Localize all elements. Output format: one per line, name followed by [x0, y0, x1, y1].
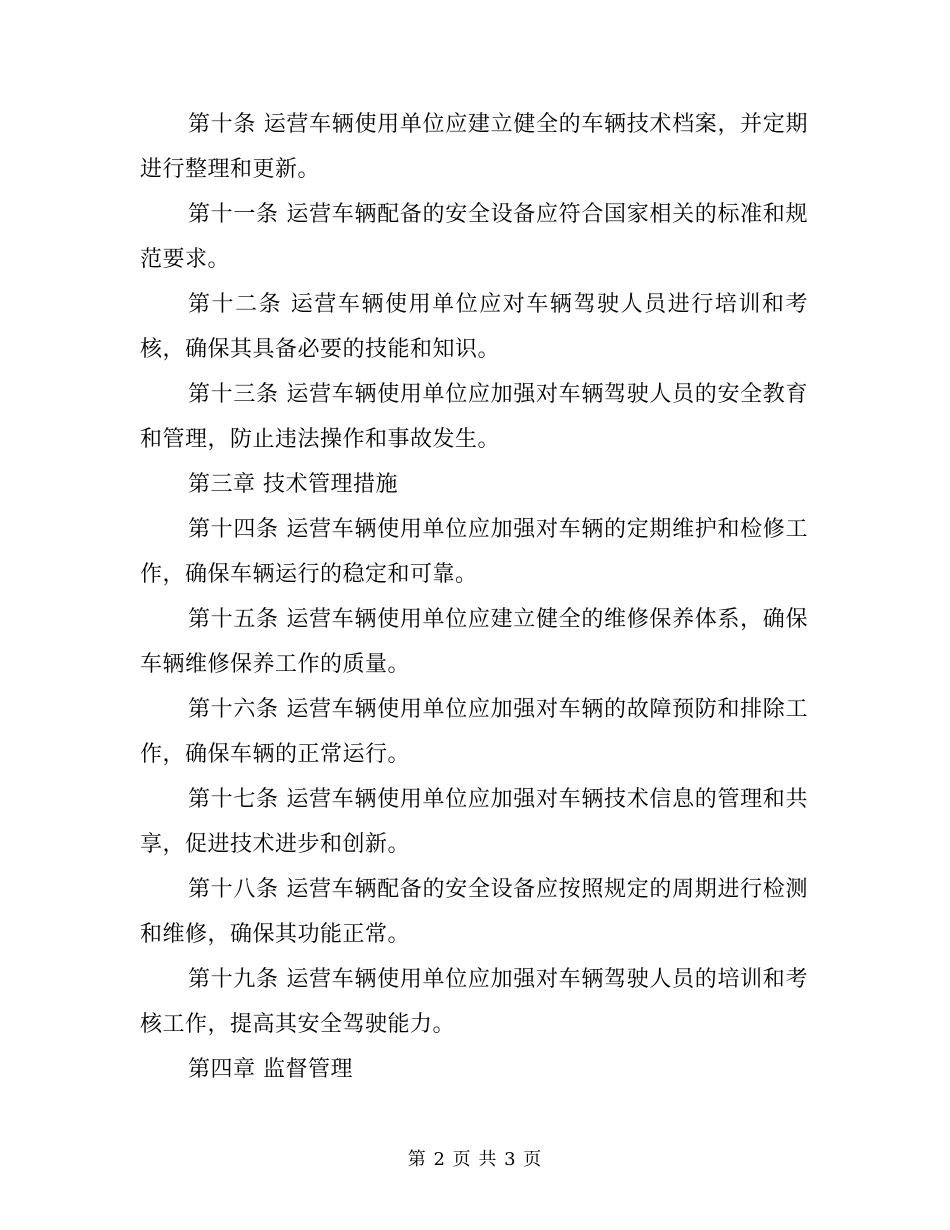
article-16: 第十六条 运营车辆使用单位应加强对车辆的故障预防和排除工作，确保车辆的正常运行。: [140, 697, 808, 767]
document-body: [140, 102, 808, 1092]
article-10: 第十条 运营车辆使用单位应建立健全的车辆技术档案，并定期进行整理和更新。: [140, 112, 808, 182]
article-13: 第十三条 运营车辆使用单位应加强对车辆驾驶人员的安全教育和管理，防止违法操作和事故发生。: [140, 382, 808, 452]
chapter-4-heading: 第四章 监督管理: [188, 1057, 353, 1082]
article-18: 第十八条 运营车辆配备的安全设备应按照规定的周期进行检测和维修，确保其功能正常。: [140, 877, 808, 947]
chapter-3-heading: 第三章 技术管理措施: [188, 472, 398, 497]
article-17: 第十七条 运营车辆使用单位应加强对车辆技术信息的管理和共享，促进技术进步和创新。: [140, 787, 808, 857]
article-11: 第十一条 运营车辆配备的安全设备应符合国家相关的标准和规范要求。: [140, 202, 808, 272]
page-number-footer: 第 2 页 共 3 页: [407, 1149, 543, 1170]
article-15: 第十五条 运营车辆使用单位应建立健全的维修保养体系，确保车辆维修保养工作的质量。: [140, 607, 808, 677]
article-14: 第十四条 运营车辆使用单位应加强对车辆的定期维护和检修工作，确保车辆运行的稳定和可靠。: [140, 517, 808, 587]
article-12: 第十二条 运营车辆使用单位应对车辆驾驶人员进行培训和考核，确保其具备必要的技能和知识。: [140, 292, 808, 362]
article-19: 第十九条 运营车辆使用单位应加强对车辆驾驶人员的培训和考核工作，提高其安全驾驶能力。: [140, 967, 808, 1037]
